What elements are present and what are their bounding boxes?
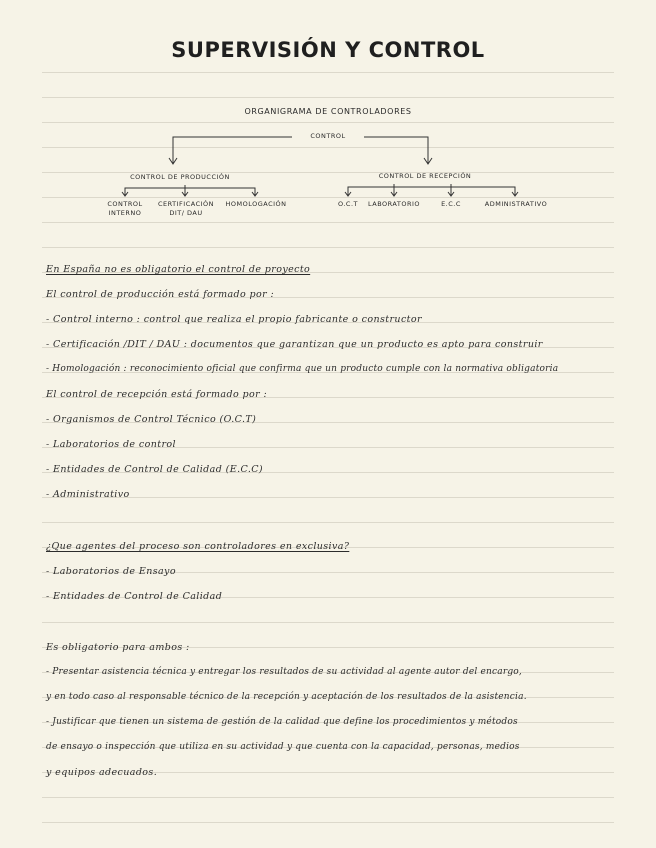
note-line: - Certificación /DIT / DAU : documentos que garantizan que un producto es apto para construir [46, 339, 543, 350]
note-line: ¿Que agentes del proceso son controladores en exclusiva? [46, 541, 350, 552]
note-line: - Laboratorios de Ensayo [46, 566, 176, 577]
connector-root-left [173, 137, 292, 163]
org-node-control-interno: CONTROL INTERNO [107, 200, 143, 217]
page-title: SUPERVISIÓN Y CONTROL [171, 38, 485, 62]
note-line: - Entidades de Control de Calidad [46, 591, 223, 602]
note-line: Es obligatorio para ambos : [46, 642, 190, 653]
note-line: - Administrativo [46, 489, 130, 500]
note-line: - Entidades de Control de Calidad (E.C.C) [46, 464, 264, 475]
note-line: En España no es obligatorio el control de proyecto [46, 264, 311, 275]
note-line: - Organismos de Control Técnico (O.C.T) [46, 414, 257, 425]
org-node-produccion: CONTROL DE PRODUCCIÓN [130, 173, 230, 181]
note-line: - Laboratorios de control [46, 439, 176, 450]
org-chart-title: ORGANIGRAMA DE CONTROLADORES [244, 107, 412, 116]
org-node-certificacion: CERTIFICACIÓN DIT/ DAU [157, 200, 215, 217]
note-line: y en todo caso al responsable técnico de la recepción y aceptación de los resultados de la asistencia. [46, 692, 527, 702]
org-node-administrativo: ADMINISTRATIVO [484, 200, 548, 208]
connector-right-branch [348, 187, 515, 195]
connector-root-right [364, 137, 428, 163]
note-line: El control de recepción está formado por : [46, 389, 268, 400]
connector-left-branch [125, 188, 255, 195]
org-node-homologacion: HOMOLOGACIÓN [225, 200, 287, 208]
note-line: - Homologación : reconocimiento oficial que confirma que un producto cumple con la normativa obligatoria [46, 364, 559, 374]
org-node-laboratorio: LABORATORIO [367, 200, 420, 208]
note-line: El control de producción está formado por : [46, 289, 275, 300]
org-node-recepcion: CONTROL DE RECEPCIÓN [378, 172, 472, 180]
note-line: - Justificar que tienen un sistema de gestión de la calidad que define los procedimientos y métodos [46, 717, 518, 727]
note-line: de ensayo o inspección que utiliza en su actividad y que cuenta con la capacidad, personas, medios [46, 742, 520, 752]
note-line: y equipos adecuados. [46, 767, 158, 778]
org-node-root: CONTROL [310, 132, 346, 140]
org-node-oct: O.C.T [338, 200, 358, 208]
note-line: - Control interno : control que realiza el propio fabricante o constructor [46, 314, 422, 325]
note-line: - Presentar asistencia técnica y entregar los resultados de su actividad al agente autor del encargo, [46, 667, 522, 677]
org-node-ecc: E.C.C [441, 200, 461, 208]
